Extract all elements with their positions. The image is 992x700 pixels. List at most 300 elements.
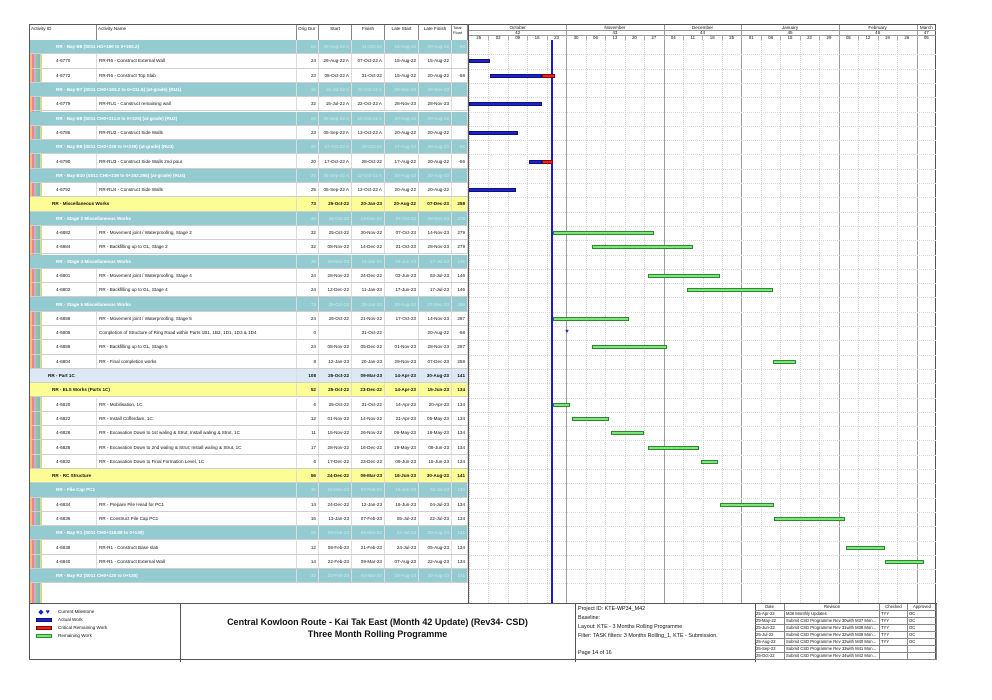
week-number: 43 — [566, 30, 664, 35]
cell-late-start: 20-Aug-22 — [385, 169, 419, 182]
cell-start: 05-Sep-22 A — [319, 169, 352, 182]
cell-activity-name: RR-R1 - Construct Base slab — [97, 541, 297, 554]
wbs-row[interactable] — [30, 369, 468, 383]
grid-line — [586, 40, 587, 603]
cell-orig-dur: 56 — [297, 469, 319, 482]
cell-activity-name: RR - Excavation Down to 1st waling & Strut; Install waling & Strut, 1C — [97, 426, 297, 439]
activity-row[interactable] — [30, 340, 468, 354]
cell-late-start: 20-Aug-22 — [385, 112, 419, 125]
cell-late-start: 17-Jun-23 — [385, 283, 419, 296]
cell-activity-name: RR-R6 - Construct Top Slab — [97, 69, 297, 82]
grid-line — [917, 40, 918, 603]
cell-activity-name: RR - Backfilling up to GL, Stage 4 — [97, 283, 297, 296]
cell-activity-id: 4-6772 — [54, 69, 97, 82]
grid-line — [703, 40, 704, 603]
column-header — [30, 25, 468, 41]
revision-cell: 25-May-22 — [755, 618, 785, 624]
cell-late-finish: 22-Jul-23 — [419, 512, 452, 525]
cell-start: 22-Feb-23 — [319, 569, 352, 582]
cell-activity-name: RR - Movement joint / Waterproofing, Stage 2 — [97, 226, 297, 239]
remaining-bar[interactable] — [648, 274, 720, 278]
activity-row[interactable] — [30, 555, 468, 569]
cell-late-start: 07-Oct-23 — [385, 212, 419, 225]
cell-activity-id: 4-6790 — [54, 154, 97, 167]
cell-finish: 07-Feb-23 — [352, 512, 385, 525]
cell-orig-dur: 14 — [297, 555, 319, 568]
remaining-bar[interactable] — [592, 245, 693, 249]
legend-critical: Critical Remaining Work — [36, 624, 107, 631]
cell-start: 25-Oct-22 — [319, 312, 352, 325]
cell-start: 25-Oct-22 — [319, 226, 352, 239]
cell-late-start: 20-Aug-22 — [385, 197, 419, 210]
grid-line — [897, 40, 898, 603]
gantt-row-line — [469, 112, 936, 113]
cell-activity-name: RR - Final completion works — [97, 355, 297, 368]
gantt-row-line — [469, 440, 936, 441]
actual-bar[interactable] — [490, 74, 542, 78]
cell-total-float: 287 — [452, 340, 468, 353]
cell-finish: 24-Dec-22 — [352, 269, 385, 282]
col-finish[interactable]: Finish — [352, 25, 385, 40]
cell-activity-name: RR - RC Structure — [50, 469, 297, 482]
gantt-row-line — [469, 97, 936, 98]
revision-cell: TYY — [880, 625, 908, 631]
cell-late-finish: 30-Aug-23 — [419, 369, 452, 382]
activity-row[interactable] — [30, 226, 468, 240]
cell-total-float: 134 — [452, 383, 468, 396]
cell-total-float: 134 — [452, 412, 468, 425]
activity-row[interactable] — [30, 312, 468, 326]
gantt-row-line — [469, 512, 936, 513]
wbs-row[interactable] — [30, 169, 468, 183]
revision-cell: TYY — [880, 618, 908, 624]
cell-late-finish: 30-Aug-23 — [419, 469, 452, 482]
wbs-row[interactable] — [30, 569, 468, 583]
activity-row[interactable] — [30, 69, 468, 83]
activity-row[interactable] — [30, 498, 468, 512]
cell-finish: 14-Dec-22 — [352, 240, 385, 253]
cell-total-float: 134 — [452, 398, 468, 411]
actual-bar[interactable] — [469, 102, 542, 106]
remaining-bar[interactable] — [553, 317, 629, 321]
cell-late-finish: 14-Nov-23 — [419, 226, 452, 239]
cell-late-finish: 20-Aug-22 — [419, 112, 452, 125]
cell-orig-dur: 6 — [297, 455, 319, 468]
cell-start: 08-Oct-22 A — [319, 69, 352, 82]
cell-activity-name: RR - Stage 2 Miscellaneous Works — [54, 212, 297, 225]
gantt-row-line — [469, 569, 936, 570]
cell-orig-dur: 26 — [297, 526, 319, 539]
gantt-row-line — [469, 126, 936, 127]
cell-orig-dur: 23 — [297, 112, 319, 125]
cell-orig-dur: 25 — [297, 169, 319, 182]
gantt-row-line — [469, 326, 936, 327]
cell-finish: 16-Dec-22 — [352, 440, 385, 453]
col-total-float[interactable]: Total Float — [452, 25, 468, 40]
wbs-row[interactable] — [30, 212, 468, 226]
month-label: January — [741, 25, 839, 30]
cell-activity-name: RR - Backfilling up to GL, Stage 5 — [97, 340, 297, 353]
remaining-bar[interactable] — [553, 231, 654, 235]
gantt-row-line — [469, 398, 936, 399]
cell-finish: 31-Oct-22 — [352, 326, 385, 339]
activity-row[interactable] — [30, 269, 468, 283]
grid-line — [469, 40, 470, 603]
cell-late-finish: 20-Aug-22 — [419, 154, 452, 167]
cell-total-float: 279 — [452, 226, 468, 239]
remaining-bar[interactable] — [885, 560, 924, 564]
cell-total-float: 134 — [452, 483, 468, 496]
remaining-swatch — [36, 634, 52, 638]
actual-bar[interactable] — [529, 160, 542, 164]
gantt-row-line — [469, 455, 936, 456]
cell-late-finish: 28-Nov-23 — [419, 340, 452, 353]
revision-cell: M36 Monthly Updates — [785, 611, 880, 617]
cell-late-finish: 14-Nov-23 — [419, 312, 452, 325]
revision-header-cell: Approved — [908, 604, 937, 610]
activity-row[interactable] — [30, 412, 468, 426]
cell-start — [319, 326, 352, 339]
cell-total-float: -58 — [452, 40, 468, 53]
activity-row[interactable] — [30, 512, 468, 526]
cell-activity-name: RR - Construct Pile Cap PC1 — [97, 512, 297, 525]
cell-total-float: -58 — [452, 326, 468, 339]
cell-total-float: -56 — [452, 154, 468, 167]
activity-row[interactable] — [30, 440, 468, 454]
gantt-row-line — [469, 483, 936, 484]
page-number: Page 14 of 16 — [578, 650, 612, 656]
activity-row[interactable] — [30, 355, 468, 369]
cell-start: 12-Dec-22 — [319, 283, 352, 296]
cell-activity-name: RR - Excavation Down to 2nd waling & Strut; Install waling & Strut, 1C — [97, 440, 297, 453]
title-line-1: Central Kowloon Route - Kai Tak East (Month 42 Update) (Rev34- CSD) — [227, 617, 528, 627]
cell-finish: 31-Oct-22 — [352, 398, 385, 411]
cell-late-finish: 20-Aug-22 — [419, 40, 452, 53]
wbs-row[interactable] — [30, 383, 468, 397]
activity-row[interactable] — [30, 97, 468, 111]
day-tick: 05 — [839, 35, 859, 40]
revision-header-cell: Date — [755, 604, 785, 610]
cell-late-finish: 28-Nov-23 — [419, 212, 452, 225]
col-start[interactable]: Start — [319, 25, 352, 40]
activity-row[interactable] — [30, 183, 468, 197]
cell-finish: 13-Oct-22 A — [352, 126, 385, 139]
activity-row[interactable] — [30, 240, 468, 254]
cell-late-start: 19-May-23 — [385, 440, 419, 453]
remaining-bar[interactable] — [846, 546, 885, 550]
cell-orig-dur: 24 — [297, 283, 319, 296]
cell-finish: 13-Oct-22 A — [352, 112, 385, 125]
day-tick: 06 — [586, 35, 606, 40]
cell-activity-id: 4-6882 — [54, 226, 97, 239]
grid-line — [488, 40, 489, 603]
cell-total-float: 258 — [452, 355, 468, 368]
remaining-bar[interactable] — [572, 417, 609, 421]
remaining-bar[interactable] — [701, 460, 719, 464]
cell-start: 13-Jan-23 — [319, 512, 352, 525]
cell-finish: 31-Oct-22 — [352, 69, 385, 82]
cell-total-float: 134 — [452, 440, 468, 453]
cell-total-float: -56 — [452, 140, 468, 153]
cell-late-start: 16-Jun-23 — [385, 469, 419, 482]
cell-orig-dur: 0 — [297, 326, 319, 339]
activity-row[interactable] — [30, 54, 468, 68]
cell-late-start: 28-Nov-23 — [385, 97, 419, 110]
critical-swatch — [36, 626, 52, 630]
day-tick: 18 — [703, 35, 723, 40]
cell-late-finish: 15-Jun-23 — [419, 455, 452, 468]
cell-start: 08-Feb-23 — [319, 541, 352, 554]
actual-bar[interactable] — [469, 131, 518, 135]
cell-orig-dur: 44 — [297, 212, 319, 225]
gantt-row-line — [469, 312, 936, 313]
gantt-row-line — [469, 498, 936, 499]
cell-activity-id: 4-6886 — [54, 312, 97, 325]
revision-cell: Submit CSD Programme Rev 34with M42 Mon... — [785, 653, 880, 659]
wbs-row[interactable] — [30, 297, 468, 311]
wbs-row[interactable] — [30, 40, 468, 54]
cell-activity-id: 4-6840 — [54, 555, 97, 568]
revision-cell — [880, 646, 908, 652]
remaining-bar[interactable] — [553, 403, 571, 407]
cell-start: 12-Jan-23 — [319, 355, 352, 368]
cell-late-finish: 20-Aug-22 — [419, 69, 452, 82]
critical-bar[interactable] — [542, 74, 555, 78]
cell-start: 29-Aug-22 A — [319, 40, 352, 53]
cell-start: 15-Jul-22 A — [319, 97, 352, 110]
revision-cell: 25-Aug-22 — [755, 639, 785, 645]
cell-orig-dur: 12 — [297, 541, 319, 554]
activity-row[interactable] — [30, 126, 468, 140]
cell-activity-name: RR - Movement joint / Waterproofing, Stage 5 — [97, 312, 297, 325]
cell-finish: 11-Jan-23 — [352, 283, 385, 296]
title-line-2: Three Month Rolling Programme — [307, 629, 448, 639]
col-orig-dur[interactable]: Orig Dur — [297, 25, 319, 40]
cell-orig-dur: 32 — [297, 97, 319, 110]
cell-activity-id: 4-6786 — [54, 126, 97, 139]
cell-finish: 07-Oct-22 A — [352, 54, 385, 67]
cell-late-start: 14-Apr-23 — [385, 369, 419, 382]
gantt-row-line — [469, 555, 936, 556]
activity-row[interactable] — [30, 398, 468, 412]
activity-row[interactable] — [30, 326, 468, 340]
project-title — [180, 604, 576, 662]
cell-start: 05-Sep-22 A — [319, 126, 352, 139]
revision-cell — [908, 653, 937, 659]
cell-finish: 04-Mar-23 — [352, 569, 385, 582]
cell-total-float: 134 — [452, 512, 468, 525]
cell-late-finish: 05-May-23 — [419, 412, 452, 425]
remaining-bar[interactable] — [774, 517, 844, 521]
cell-finish: 14-Nov-22 — [352, 412, 385, 425]
gantt-row-line — [469, 541, 936, 542]
day-tick: 19 — [878, 35, 898, 40]
revision-row — [755, 639, 937, 646]
gantt-row-line — [469, 526, 936, 527]
day-tick: 05 — [917, 35, 936, 40]
cell-orig-dur: 32 — [297, 226, 319, 239]
cell-finish: 28-Oct-22 — [352, 154, 385, 167]
cell-total-float: 141 — [452, 469, 468, 482]
actual-bar[interactable] — [469, 188, 516, 192]
cell-late-start: 07-Aug-23 — [385, 555, 419, 568]
activity-row[interactable] — [30, 154, 468, 168]
revision-row — [755, 625, 937, 632]
cell-start: 01-Nov-22 — [319, 412, 352, 425]
legend — [30, 604, 181, 662]
gantt-row-line — [469, 583, 936, 584]
cell-activity-id: 4-6884 — [54, 240, 97, 253]
cell-late-start: 29-Nov-23 — [385, 355, 419, 368]
cell-finish: 20-Jan-23 — [352, 355, 385, 368]
cell-activity-id: 4-6792 — [54, 183, 97, 196]
cell-total-float: 141 — [452, 569, 468, 582]
cell-total-float: 258 — [452, 297, 468, 310]
cell-start: 28-Nov-22 — [319, 440, 352, 453]
cell-activity-id: 4-6802 — [54, 283, 97, 296]
cell-activity-name: RR - Bay B8 (S011 CH0+211.6 to 0+225) (at-grade) (RU2) — [54, 112, 297, 125]
cell-activity-name: RR - Mobilisation, 1C — [97, 398, 297, 411]
cell-activity-id: 4-6779 — [54, 97, 97, 110]
activity-row[interactable] — [30, 455, 468, 469]
day-tick: 11 — [683, 35, 703, 40]
col-late-finish[interactable]: Late Finish — [419, 25, 452, 40]
remaining-bar[interactable] — [773, 360, 796, 364]
cell-start: 08-Feb-23 — [319, 526, 352, 539]
activity-row[interactable] — [30, 541, 468, 555]
wbs-row[interactable] — [30, 255, 468, 269]
cell-activity-id: 4-6828 — [54, 440, 97, 453]
day-tick: 16 — [527, 35, 547, 40]
cell-start: 17-Dec-22 — [319, 455, 352, 468]
wbs-row[interactable] — [30, 140, 468, 154]
revision-cell: TYY — [880, 611, 908, 617]
col-activity-id[interactable]: Activity ID — [30, 25, 97, 40]
remaining-bar[interactable] — [720, 503, 774, 507]
gantt-row-line — [469, 169, 936, 170]
cell-activity-name: RR - Part 1C — [46, 369, 297, 382]
day-tick: 20 — [625, 35, 645, 40]
legend-remaining: Remaining Work — [36, 632, 92, 639]
wbs-row[interactable] — [30, 83, 468, 97]
cell-finish: 07-Feb-23 — [352, 483, 385, 496]
cell-late-finish: 20-Aug-22 — [419, 326, 452, 339]
day-tick: 26 — [897, 35, 917, 40]
cell-late-finish: 07-Dec-23 — [419, 297, 452, 310]
wbs-row[interactable] — [30, 469, 468, 483]
wbs-row[interactable] — [30, 197, 468, 211]
cell-start: 08-Nov-22 — [319, 240, 352, 253]
cell-late-start: 15-Aug-22 — [385, 54, 419, 67]
cell-start: 24-Dec-22 — [319, 483, 352, 496]
day-tick: 22 — [800, 35, 820, 40]
cell-total-float: 134 — [452, 455, 468, 468]
revision-row — [755, 646, 937, 653]
cell-finish: 09-Mar-23 — [352, 369, 385, 382]
cell-orig-dur: 16 — [297, 512, 319, 525]
grid-line — [761, 40, 762, 603]
col-activity-name[interactable]: Activity Name — [97, 25, 297, 40]
actual-bar[interactable] — [469, 59, 490, 63]
cell-activity-name: RR-RU3 - Construct Side Walls 2nd pour — [97, 154, 297, 167]
cell-late-start: 16-Jun-23 — [385, 498, 419, 511]
cell-activity-name: RR - Bay B6 (S011 HD+180 to 0+193.2) — [54, 40, 297, 53]
cell-late-finish: 28-Nov-23 — [419, 240, 452, 253]
critical-bar[interactable] — [542, 160, 553, 164]
project-id: Project ID: KTE-WP34_M42 — [578, 606, 646, 612]
milestone-icon[interactable]: ♥ — [565, 329, 569, 336]
revision-cell — [908, 646, 937, 652]
cell-finish: 09-Mar-23 — [352, 555, 385, 568]
cell-activity-name: RR - Excavation Down to Final Formation Level, 1C — [97, 455, 297, 468]
day-tick: 08 — [761, 35, 781, 40]
wbs-row[interactable] — [30, 526, 468, 540]
cell-activity-id: 4-6822 — [54, 412, 97, 425]
legend-milestone: ◆ ♥ Current Milestone — [36, 608, 94, 615]
cell-finish: 28-Oct-22 — [352, 140, 385, 153]
remaining-bar[interactable] — [592, 345, 668, 349]
cell-orig-dur: 32 — [297, 240, 319, 253]
cell-late-start: 09-Jun-23 — [385, 455, 419, 468]
remaining-bar[interactable] — [687, 288, 773, 292]
cell-total-float: 134 — [452, 498, 468, 511]
day-tick: 27 — [644, 35, 664, 40]
cell-orig-dur: 73 — [297, 297, 319, 310]
cell-total-float: 146 — [452, 255, 468, 268]
milestone-icon: ◆ ♥ — [38, 608, 50, 616]
day-tick: 09 — [508, 35, 528, 40]
gantt-row-line — [469, 412, 936, 413]
month-label: March — [917, 25, 936, 30]
activity-row[interactable] — [30, 283, 468, 297]
cell-finish: 22-Oct-22 A — [352, 97, 385, 110]
grid-line — [878, 40, 879, 603]
activity-row[interactable] — [30, 426, 468, 440]
cell-late-start: 14-Apr-23 — [385, 398, 419, 411]
cell-activity-name: RR - ELS Works (Parts 1C) — [50, 383, 297, 396]
grid-line — [547, 40, 548, 603]
cell-activity-name: RR - Stage 5 Miscellaneous Works — [54, 297, 297, 310]
col-late-start[interactable]: Late Start — [385, 25, 419, 40]
grid-line — [644, 40, 645, 603]
gantt-row-line — [469, 54, 936, 55]
cell-activity-name: RR-R6 - Construct External Wall — [97, 54, 297, 67]
cell-late-start: 05-Jul-23 — [385, 512, 419, 525]
cell-late-finish: 17-Jul-23 — [419, 255, 452, 268]
wbs-row[interactable] — [30, 483, 468, 497]
grid-line — [566, 40, 567, 603]
gantt-row-line — [469, 383, 936, 384]
revision-cell: OC — [908, 611, 937, 617]
remaining-bar[interactable] — [611, 431, 644, 435]
gantt-row-line — [469, 183, 936, 184]
cell-orig-dur: 14 — [297, 498, 319, 511]
cell-late-start: 16-Jun-23 — [385, 483, 419, 496]
cell-finish: 23-Dec-22 — [352, 455, 385, 468]
cell-orig-dur: 52 — [297, 383, 319, 396]
revision-header-cell: Revision — [785, 604, 880, 610]
wbs-row[interactable] — [30, 112, 468, 126]
cell-finish: 23-Dec-22 — [352, 383, 385, 396]
cell-orig-dur: 20 — [297, 154, 319, 167]
cell-late-start: 01-Nov-23 — [385, 340, 419, 353]
gantt-row-line — [469, 255, 936, 256]
remaining-bar[interactable] — [648, 446, 699, 450]
revision-cell: 25-Oct-22 — [755, 653, 785, 659]
cell-start: 25-Oct-22 — [319, 398, 352, 411]
cell-total-float — [452, 97, 468, 110]
cell-late-start — [385, 326, 419, 339]
